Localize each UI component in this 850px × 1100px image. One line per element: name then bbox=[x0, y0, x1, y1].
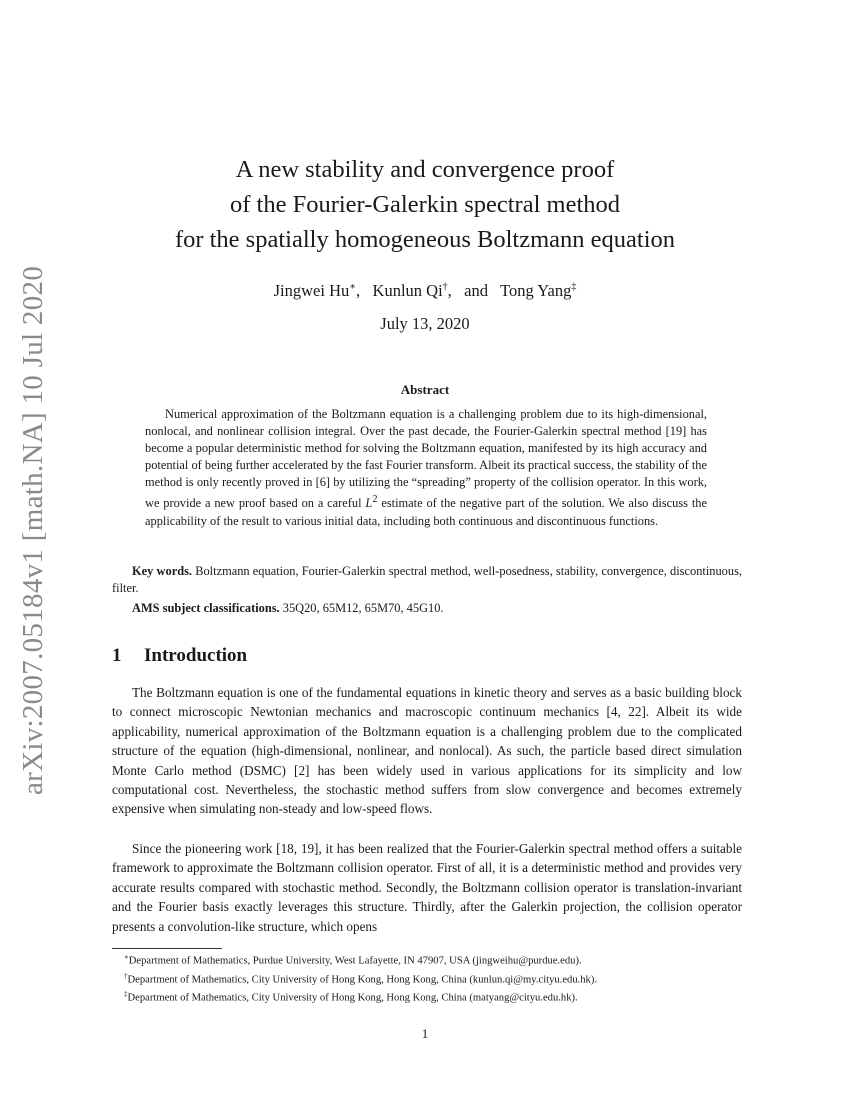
keywords-label: Key words. bbox=[132, 564, 192, 578]
footnote bbox=[124, 987, 744, 1006]
title-line: for the spatially homogeneous Boltzmann equation bbox=[174, 226, 676, 253]
footnotes bbox=[124, 950, 744, 1006]
ams-label: AMS subject classifications. bbox=[132, 601, 280, 615]
body-paragraph: Since the pioneering work [18, 19], it has been realized that the Fourier-Galerkin spectral method offers a suitable framework to approximate the Boltzmann collision operator. First of all, it is a deterministic method and provides very accurate results compared with stochastic method. Secondly, the Boltzmann collision operator is translation-invariant and the Fourier basis exactly leverages this structure. Thirdly, after the Galerkin projection, the collision operator presents a convolution-like structure, which opens bbox=[112, 841, 742, 934]
footnote-mark: ‡ bbox=[124, 990, 128, 999]
footnote-mark: ∗ bbox=[124, 953, 129, 961]
author-name: Tong Yang bbox=[500, 281, 572, 300]
author-list: Jingwei Hu∗, Kunlun Qi†, and Tong Yang‡ bbox=[273, 281, 577, 300]
footnote-mark: † bbox=[124, 971, 128, 980]
ams-codes: 35Q20, 65M12, 65M70, 45G10. bbox=[282, 601, 444, 615]
footnote-text: Department of Mathematics, Purdue University, West Lafayette, IN 47907, USA (jingweihu@purdue.edu). bbox=[128, 955, 582, 967]
math-exponent: 2 bbox=[372, 494, 378, 506]
footnote bbox=[124, 969, 744, 988]
keywords-text: Boltzmann equation, Fourier-Galerkin spectral method, well-posedness, stability, convergence, discontinuous, filter. bbox=[112, 564, 742, 596]
abstract-text-part: Numerical approximation of the Boltzmann equation is a challenging problem due to its high-dimensional, nonlocal, and nonlinear collision integral. Over the past decade, the Fourier-Galerkin spectral method [19] has become a popular deterministic method for solving the Boltzmann equation, manifested by its high accuracy and potential of being further accelerated by the fast Fourier transform. Albeit its practical success, the stability of the method is only recently proved in [6] by utilizing the “spreading” property of the collision operator. In this work, we provide a new proof based on a careful bbox=[145, 407, 707, 511]
page-number: 1 bbox=[421, 1026, 429, 1041]
keywords-block bbox=[112, 563, 742, 597]
publication-date: July 13, 2020 bbox=[380, 314, 470, 333]
arxiv-identifier-stamp: arXiv:2007.05184v1 [math.NA] 10 Jul 2020 bbox=[17, 265, 49, 795]
abstract-text-part: estimate of the negative part of the solution. We also discuss the applicability of the result to various initial data, including both continuous and discontinuous functions. bbox=[145, 496, 707, 528]
section-heading bbox=[112, 645, 247, 667]
abstract-text bbox=[145, 406, 707, 530]
body-paragraph: The Boltzmann equation is one of the fundamental equations in kinetic theory and serves as a basic building block to connect microscopic Newtonian mechanics and macroscopic continuum mechanics [4, 22]. Albeit its wide applicability, numerical approximation of the Boltzmann equation is a challenging problem due to the complicated structure of the equation (high-dimensional, nonlinear, and nonlocal). As such, the particle based direct simulation Monte Carlo method (DSMC) [2] has been widely used in various applications for its simplicity and low computational cost. Nevertheless, the stochastic method suffers from slow convergence and becomes extremely expensive when simulating non-steady and low-speed flows. bbox=[112, 685, 742, 817]
author-name: Jingwei Hu bbox=[273, 281, 350, 300]
abstract-heading: Abstract bbox=[400, 382, 450, 397]
footnote-text: Department of Mathematics, City University of Hong Kong, Hong Kong, China (matyang@cityu.edu.hk). bbox=[127, 993, 578, 1004]
footnote-divider bbox=[112, 948, 222, 949]
math-symbol: L bbox=[365, 496, 373, 511]
section-number: 1 bbox=[112, 645, 122, 666]
footnote-mark[interactable]: † bbox=[442, 281, 448, 293]
paper-title bbox=[110, 152, 740, 257]
author-conjunction: and bbox=[464, 281, 488, 300]
footnote-text: Department of Mathematics, City University of Hong Kong, Hong Kong, China (kunlun.qi@my.cityu.edu.hk). bbox=[127, 974, 598, 986]
title-line: A new stability and convergence proof bbox=[235, 156, 615, 183]
section-title: Introduction bbox=[144, 645, 248, 666]
footnote-mark[interactable]: ‡ bbox=[571, 281, 577, 293]
ams-classification-block bbox=[112, 600, 742, 617]
author-name: Kunlun Qi bbox=[372, 281, 443, 300]
footnote-mark[interactable]: ∗ bbox=[349, 281, 357, 293]
footnote bbox=[124, 950, 744, 969]
title-line: of the Fourier-Galerkin spectral method bbox=[229, 191, 620, 218]
